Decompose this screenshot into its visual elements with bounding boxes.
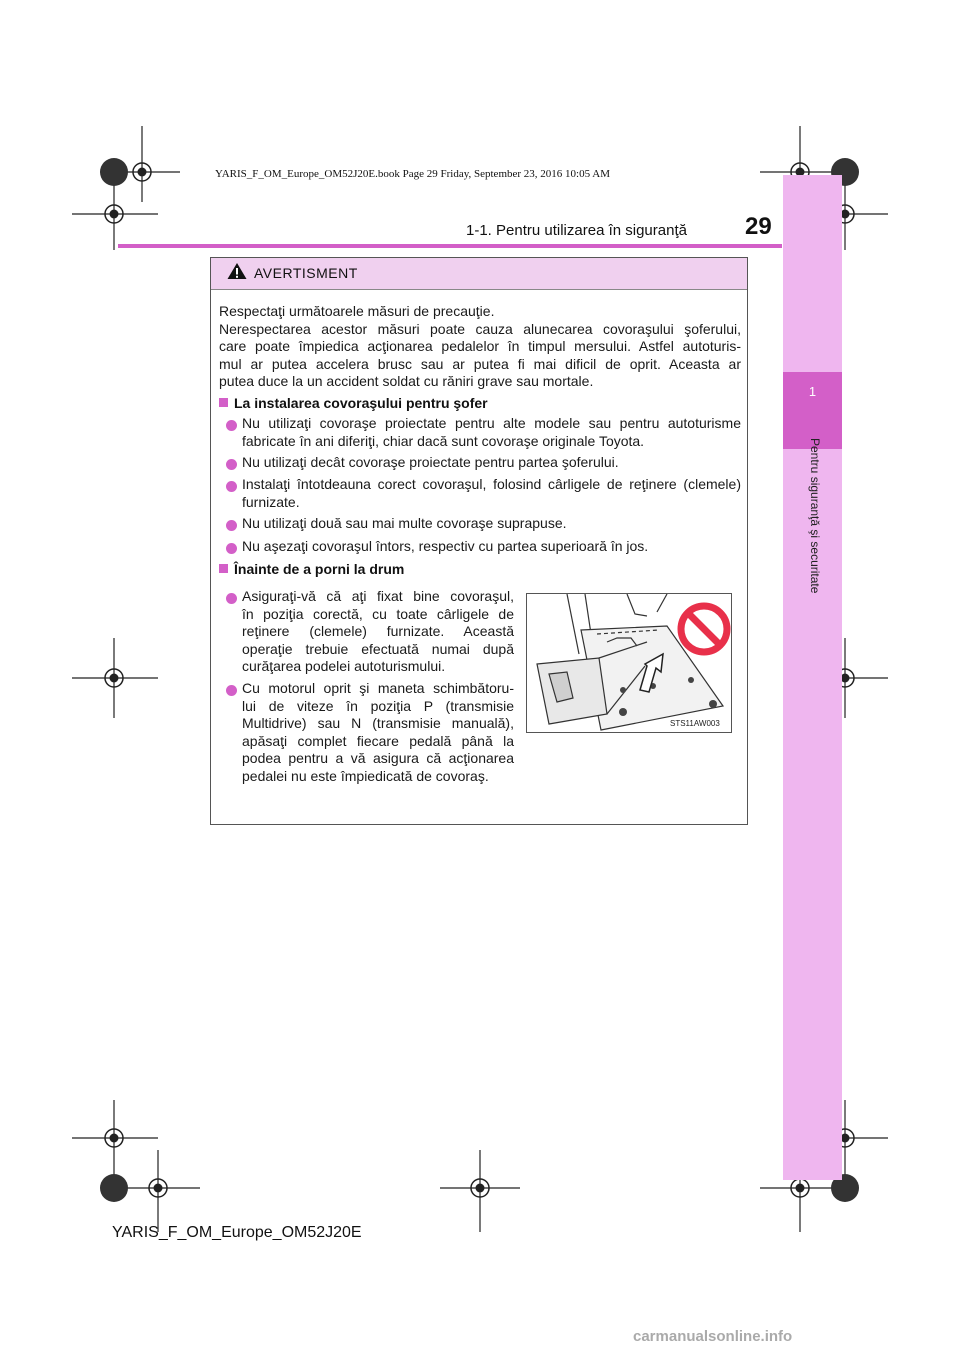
- warning-intro: [219, 303, 741, 391]
- bullet-line: Instalaţi întotdeauna corect covoraşul, folosind cârligele de reţinere (clemele): [242, 476, 741, 492]
- bullet-line: în poziţia corectă, cu toate cârligele de: [242, 605, 514, 622]
- bullet-line: operaţie trebuie efectuată numai după: [242, 640, 514, 657]
- bullet-dot-icon: [226, 685, 237, 696]
- bullet-dot-icon: [226, 593, 237, 604]
- subheading-text: La instalarea covoraşului pentru şofer: [234, 395, 488, 411]
- bullet-dot-icon: [226, 543, 237, 554]
- square-bullet-icon: [219, 564, 228, 573]
- bullet-line: apăsaţi complet fiecare pedală până la: [242, 732, 514, 749]
- prohibition-sign-icon: [675, 600, 733, 658]
- bullet-line: Nu utilizaţi decât covoraşe proiectate pentru partea şoferului.: [242, 454, 619, 470]
- bullet-item: [242, 454, 741, 472]
- floor-mat-illustration: [526, 593, 732, 733]
- bullet-dot-icon: [226, 420, 237, 431]
- intro-line: Respectaţi următoarele măsuri de precauţie.: [219, 303, 495, 319]
- bullet-dot-icon: [226, 481, 237, 492]
- bullet-item: [242, 476, 741, 511]
- bullet-item: [242, 680, 514, 785]
- bullet-line: pedalei nu este împiedicată de covoraş.: [242, 767, 489, 784]
- chapter-side-tab: [783, 175, 842, 1180]
- bullet-line: lui de viteze în poziţia P (transmisie: [242, 697, 514, 714]
- bullet-item: [242, 515, 741, 533]
- subheading-text: Înainte de a porni la drum: [234, 561, 405, 577]
- illustration-code: STS11AW003: [670, 719, 720, 728]
- subheading-install: [219, 395, 488, 411]
- bullet-line: reţinere (clemele) furnizate. Această: [242, 623, 514, 639]
- bullet-line: Asiguraţi-vă că aţi fixat bine covoraşul,: [242, 588, 514, 604]
- warning-triangle-icon: [227, 262, 247, 280]
- bullet-item: [242, 538, 741, 556]
- bullet-dot-icon: [226, 459, 237, 470]
- square-bullet-icon: [219, 398, 228, 407]
- warning-title: AVERTISMENT: [254, 265, 358, 281]
- chapter-title: Pentru siguranţă şi securitate: [808, 438, 822, 594]
- bullet-line: Cu motorul oprit şi maneta schimbătoru-: [242, 680, 514, 696]
- bullet-item: [242, 415, 741, 450]
- intro-line: mul ar putea accelera brusc sau ar putea fi mai dificil de oprit. Aceasta ar: [219, 355, 741, 372]
- bullet-item: [242, 588, 514, 676]
- header-rule: [118, 244, 782, 248]
- bullet-line: curăţarea podelei autoturismului.: [242, 658, 446, 674]
- bullet-line: podea pentru a vă asigura că acţionarea: [242, 750, 514, 766]
- chapter-number: 1: [808, 384, 817, 399]
- watermark: carmanualsonline.info: [633, 1328, 793, 1345]
- page-number: 29: [745, 213, 772, 240]
- bullet-line: Nu utilizaţi două sau mai multe covoraşe suprapuse.: [242, 515, 567, 531]
- bullet-dot-icon: [226, 520, 237, 531]
- section-title: 1-1. Pentru utilizarea în siguranţă: [466, 222, 687, 239]
- bullet-line: fabricate în ani diferiţi, chiar dacă sunt covoraşe originale Toyota.: [242, 432, 645, 449]
- intro-line: care poate împiedica acţionarea pedalelor în timpul mersului. Astfel autoturis-: [219, 338, 741, 354]
- bullet-line: Multidrive) sau N (transmisie manuală),: [242, 715, 514, 731]
- intro-line: Nerespectarea acestor măsuri poate cauza alunecarea covoraşului şoferului,: [219, 320, 741, 337]
- bullet-line: Nu aşezaţi covoraşul întors, respectiv cu partea superioară în jos.: [242, 538, 649, 554]
- print-info: YARIS_F_OM_Europe_OM52J20E.book Page 29 Friday, September 23, 2016 10:05 AM: [215, 168, 610, 180]
- subheading-before-drive: [219, 561, 404, 577]
- bullet-line: Nu utilizaţi covoraşe proiectate pentru alte modele sau pentru autoturisme: [242, 415, 741, 431]
- footer-doc-code: YARIS_F_OM_Europe_OM52J20E: [112, 1224, 362, 1241]
- intro-line: putea duce la un accident soldat cu răniri grave sau mortale.: [219, 373, 594, 389]
- bullet-line: furnizate.: [242, 493, 300, 510]
